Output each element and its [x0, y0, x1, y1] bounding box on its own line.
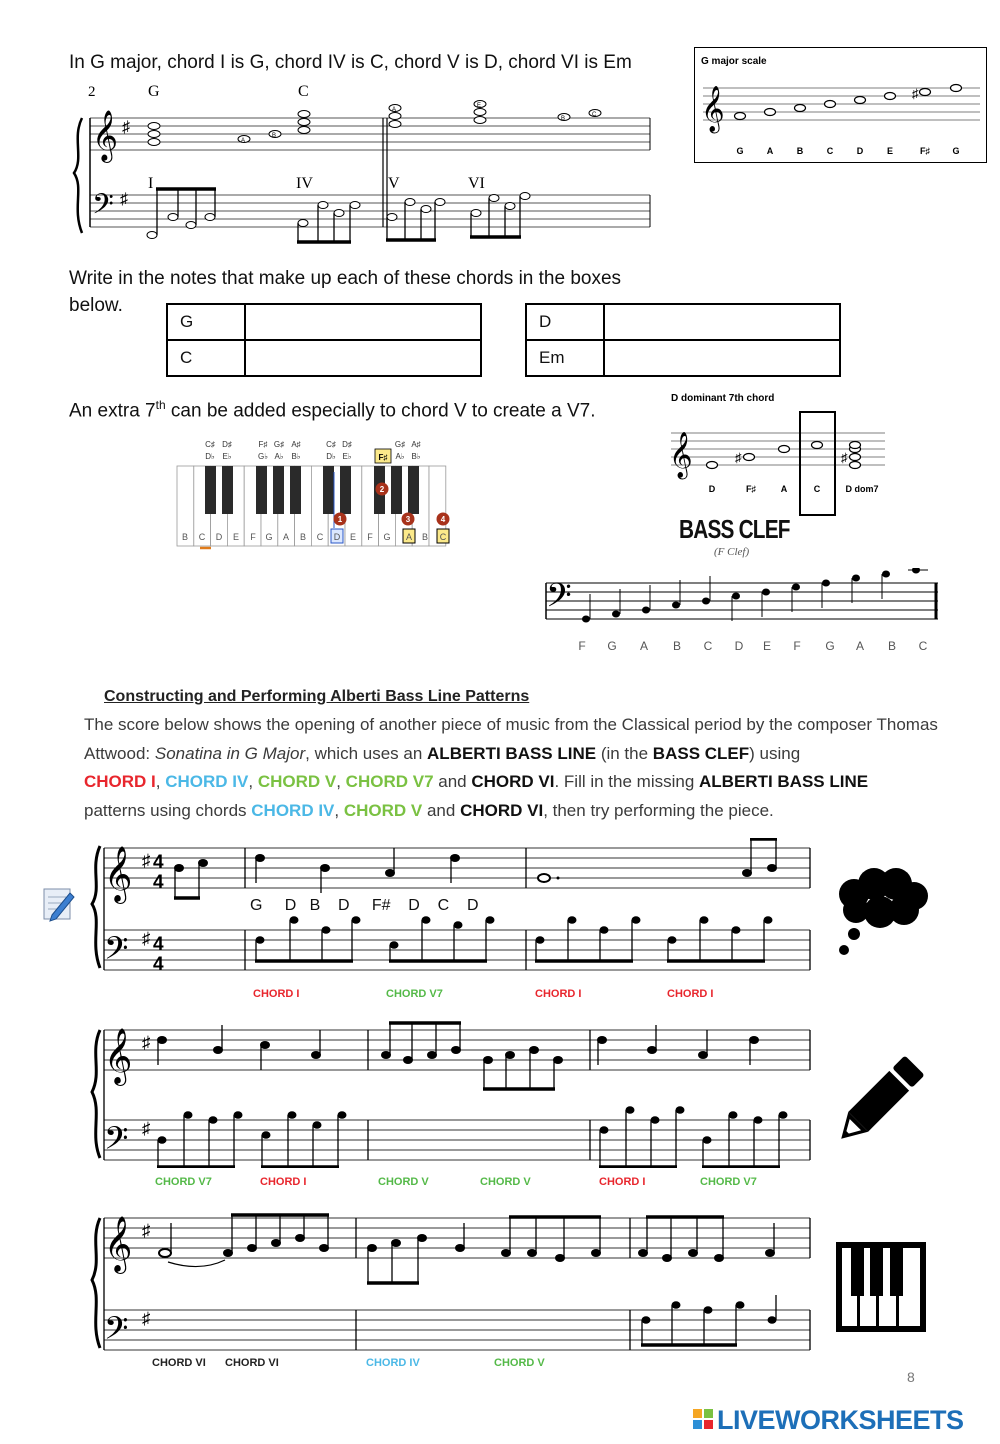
svg-text:E♭: E♭	[342, 452, 352, 461]
piano-keyboard	[175, 436, 455, 556]
bass-clef-title: BASS CLEF	[679, 514, 790, 544]
svg-text:E: E	[232, 532, 240, 542]
svg-text:B: B	[887, 639, 897, 653]
svg-text:G♯: G♯	[394, 440, 406, 449]
svg-text:G: G	[736, 146, 744, 156]
svg-text:E: E	[886, 146, 894, 156]
row2-chord-2: CHORD I	[260, 1176, 307, 1188]
svg-text:F♯: F♯	[746, 484, 756, 494]
chord-label-d: D	[526, 304, 604, 340]
bass-clef-scale	[542, 568, 942, 656]
svg-text:A: A	[405, 532, 413, 542]
chord-label-c: C	[167, 340, 245, 376]
svg-text:D: D	[333, 532, 341, 542]
brand-name: LIVEWORKSHEETS	[717, 1405, 964, 1435]
svg-text:F: F	[793, 639, 801, 653]
svg-text:♯: ♯	[142, 1119, 151, 1138]
row1-chord-1: CHORD I	[253, 988, 300, 1000]
svg-text:2: 2	[379, 485, 385, 494]
bass-note-letters: G D B D F# D C D	[250, 897, 479, 914]
svg-text:𝄞: 𝄞	[104, 848, 133, 901]
svg-text:B♭: B♭	[291, 452, 301, 461]
row1-chord-2: CHORD V7	[386, 988, 443, 1000]
pencil-icon	[828, 1050, 928, 1155]
svg-text:A: A	[780, 484, 788, 494]
svg-text:4: 4	[153, 872, 164, 893]
chord-table-left	[166, 303, 482, 377]
svg-text:4: 4	[153, 852, 164, 873]
edit-icon[interactable]	[40, 885, 78, 925]
seventh-text: An extra 7th can be added especially to chord V to create a V7.	[69, 398, 596, 422]
svg-text:F: F	[578, 639, 586, 653]
answer-box-c[interactable]	[245, 340, 481, 376]
svg-text:C: C	[592, 112, 597, 118]
svg-text:♯: ♯	[841, 450, 848, 465]
svg-text:𝄢: 𝄢	[104, 1312, 129, 1354]
svg-text:C: C	[826, 146, 834, 156]
answer-box-em[interactable]	[604, 340, 840, 376]
svg-text:G: G	[952, 146, 960, 156]
row2-chord-3: CHORD V	[378, 1176, 429, 1188]
svg-text:A♭: A♭	[395, 452, 405, 461]
svg-text:A: A	[282, 532, 290, 542]
svg-text:C: C	[703, 639, 713, 653]
svg-text:B: B	[299, 532, 307, 542]
row3-chord-3: CHORD IV	[366, 1357, 420, 1369]
scale-title: G major scale	[701, 56, 767, 67]
svg-text:B: B	[672, 639, 682, 653]
bass-clef-icon: 𝄢	[92, 190, 114, 227]
svg-text:𝄢: 𝄢	[104, 932, 129, 974]
instructions-paragraph: The score below shows the opening of another piece of music from the Classical period by the composer Thomas Attwood: Sonatina in G Major, which uses an ALBERTI BASS LINE (in the BASS CLEF) using CHORD I, CHORD IV, CHORD V, CHORD V7 and CHORD VI. Fill in the missing ALBERTI BASS LINE patterns using chords CHORD IV, CHORD V and CHORD VI, then try performing the piece.	[84, 715, 938, 820]
svg-text:G: G	[265, 532, 273, 542]
svg-text:♯: ♯	[142, 929, 151, 948]
svg-text:A: A	[639, 639, 649, 653]
svg-text:G♭: G♭	[258, 452, 268, 461]
svg-text:B: B	[181, 532, 189, 542]
svg-text:A♯: A♯	[411, 440, 421, 449]
svg-text:C: C	[813, 484, 821, 494]
svg-text:C: C	[316, 532, 324, 542]
svg-text:F♯: F♯	[920, 146, 930, 156]
chord-letter-g: G	[148, 83, 160, 100]
score-row-3	[90, 1206, 815, 1354]
svg-text:D: D	[856, 146, 864, 156]
measure-number: 2	[88, 84, 96, 100]
svg-text:♯: ♯	[912, 86, 919, 101]
svg-text:4: 4	[440, 515, 446, 524]
svg-text:D: D	[708, 484, 716, 494]
row3-chord-1: CHORD VI	[152, 1357, 206, 1369]
svg-text:𝄞: 𝄞	[701, 86, 725, 131]
score-row-2	[90, 1018, 815, 1168]
page-number: 8	[907, 1369, 915, 1385]
svg-text:♯: ♯	[142, 1033, 151, 1052]
svg-text:G: G	[383, 532, 391, 542]
svg-text:E: E	[762, 639, 772, 653]
svg-text:𝄞: 𝄞	[104, 1218, 133, 1271]
svg-text:C♯: C♯	[326, 440, 336, 449]
row2-chord-1: CHORD V7	[155, 1176, 212, 1188]
svg-text:𝄞: 𝄞	[104, 1030, 133, 1083]
svg-text:E: E	[349, 532, 357, 542]
bass-clef-subtitle: (F Clef)	[714, 546, 750, 558]
svg-text:𝄢: 𝄢	[104, 1122, 129, 1164]
svg-text:D♭: D♭	[326, 452, 336, 461]
svg-text:B: B	[272, 133, 277, 139]
svg-text:A: A	[241, 138, 246, 144]
chord-table-right	[525, 303, 841, 377]
svg-text:3: 3	[405, 515, 411, 524]
d-dom7-figure	[665, 388, 890, 518]
svg-text:D: D	[734, 639, 744, 653]
svg-text:C: C	[918, 639, 928, 653]
svg-text:D♯: D♯	[342, 440, 352, 449]
svg-text:F: F	[250, 532, 256, 542]
svg-text:G: G	[607, 639, 617, 653]
svg-text:D♯: D♯	[222, 440, 232, 449]
svg-text:♯: ♯	[122, 119, 130, 136]
svg-text:A: A	[766, 146, 774, 156]
svg-text:A♯: A♯	[291, 440, 301, 449]
bass-clef-icon: 𝄢	[546, 577, 572, 622]
chord-label-em: Em	[526, 340, 604, 376]
svg-text:D dominant 7th chord: D dominant 7th chord	[671, 393, 775, 404]
svg-text:C: C	[439, 532, 447, 542]
brand-logo[interactable]	[693, 1405, 964, 1436]
svg-text:D dom7: D dom7	[845, 484, 879, 494]
answer-box-g[interactable]	[245, 304, 481, 340]
write-prompt: Write in the notes that make up each of these chords in the boxes below.	[69, 268, 622, 316]
svg-text:VI: VI	[468, 175, 485, 192]
svg-text:♯: ♯	[142, 851, 151, 870]
svg-text:E: E	[477, 103, 482, 109]
row2-chord-5: CHORD I	[599, 1176, 646, 1188]
svg-text:B: B	[421, 532, 429, 542]
row2-chord-6: CHORD V7	[700, 1176, 757, 1188]
chord-score	[70, 78, 660, 248]
svg-text:G: G	[825, 639, 835, 653]
row3-chord-2: CHORD VI	[225, 1357, 279, 1369]
g-major-scale-box	[694, 47, 987, 163]
intro-text: In G major, chord I is G, chord IV is C, chord V is D, chord VI is Em	[69, 52, 632, 73]
svg-text:A: A	[855, 639, 865, 653]
chord-label-g: G	[167, 304, 245, 340]
svg-text:F: F	[367, 532, 373, 542]
svg-text:A♭: A♭	[274, 452, 284, 461]
brand-icon	[693, 1409, 715, 1433]
piano-icon	[834, 1240, 928, 1334]
svg-text:I: I	[148, 175, 154, 192]
svg-text:B♭: B♭	[411, 452, 421, 461]
svg-text:♯: ♯	[142, 1221, 151, 1240]
svg-text:V: V	[388, 175, 400, 192]
row1-chord-4: CHORD I	[667, 988, 714, 1000]
svg-text:D♭: D♭	[205, 452, 215, 461]
svg-text:F♯: F♯	[258, 440, 268, 449]
thought-cloud-icon	[832, 866, 932, 956]
svg-text:G♯: G♯	[273, 440, 285, 449]
answer-box-d[interactable]	[604, 304, 840, 340]
svg-text:♯: ♯	[735, 450, 742, 465]
svg-text:D: D	[215, 532, 223, 542]
section-heading: Constructing and Performing Alberti Bass Line Patterns	[104, 688, 530, 705]
svg-text:E♭: E♭	[222, 452, 232, 461]
svg-text:𝄞: 𝄞	[669, 432, 693, 477]
svg-text:4: 4	[153, 934, 164, 955]
svg-text:F♯: F♯	[378, 453, 388, 462]
svg-text:♯: ♯	[120, 191, 128, 208]
svg-text:B: B	[796, 146, 804, 156]
row2-chord-4: CHORD V	[480, 1176, 531, 1188]
svg-text:♯: ♯	[142, 1309, 151, 1328]
treble-clef-icon: 𝄞	[92, 111, 119, 160]
svg-text:1: 1	[337, 515, 343, 524]
row1-chord-3: CHORD I	[535, 988, 582, 1000]
chord-letter-c: C	[298, 83, 309, 100]
svg-text:4: 4	[153, 954, 164, 975]
svg-text:IV: IV	[296, 175, 313, 192]
row3-chord-4: CHORD V	[494, 1357, 545, 1369]
svg-text:B: B	[561, 116, 566, 122]
svg-text:C♯: C♯	[205, 440, 215, 449]
svg-text:C: C	[198, 532, 206, 542]
svg-text:A: A	[392, 107, 397, 113]
